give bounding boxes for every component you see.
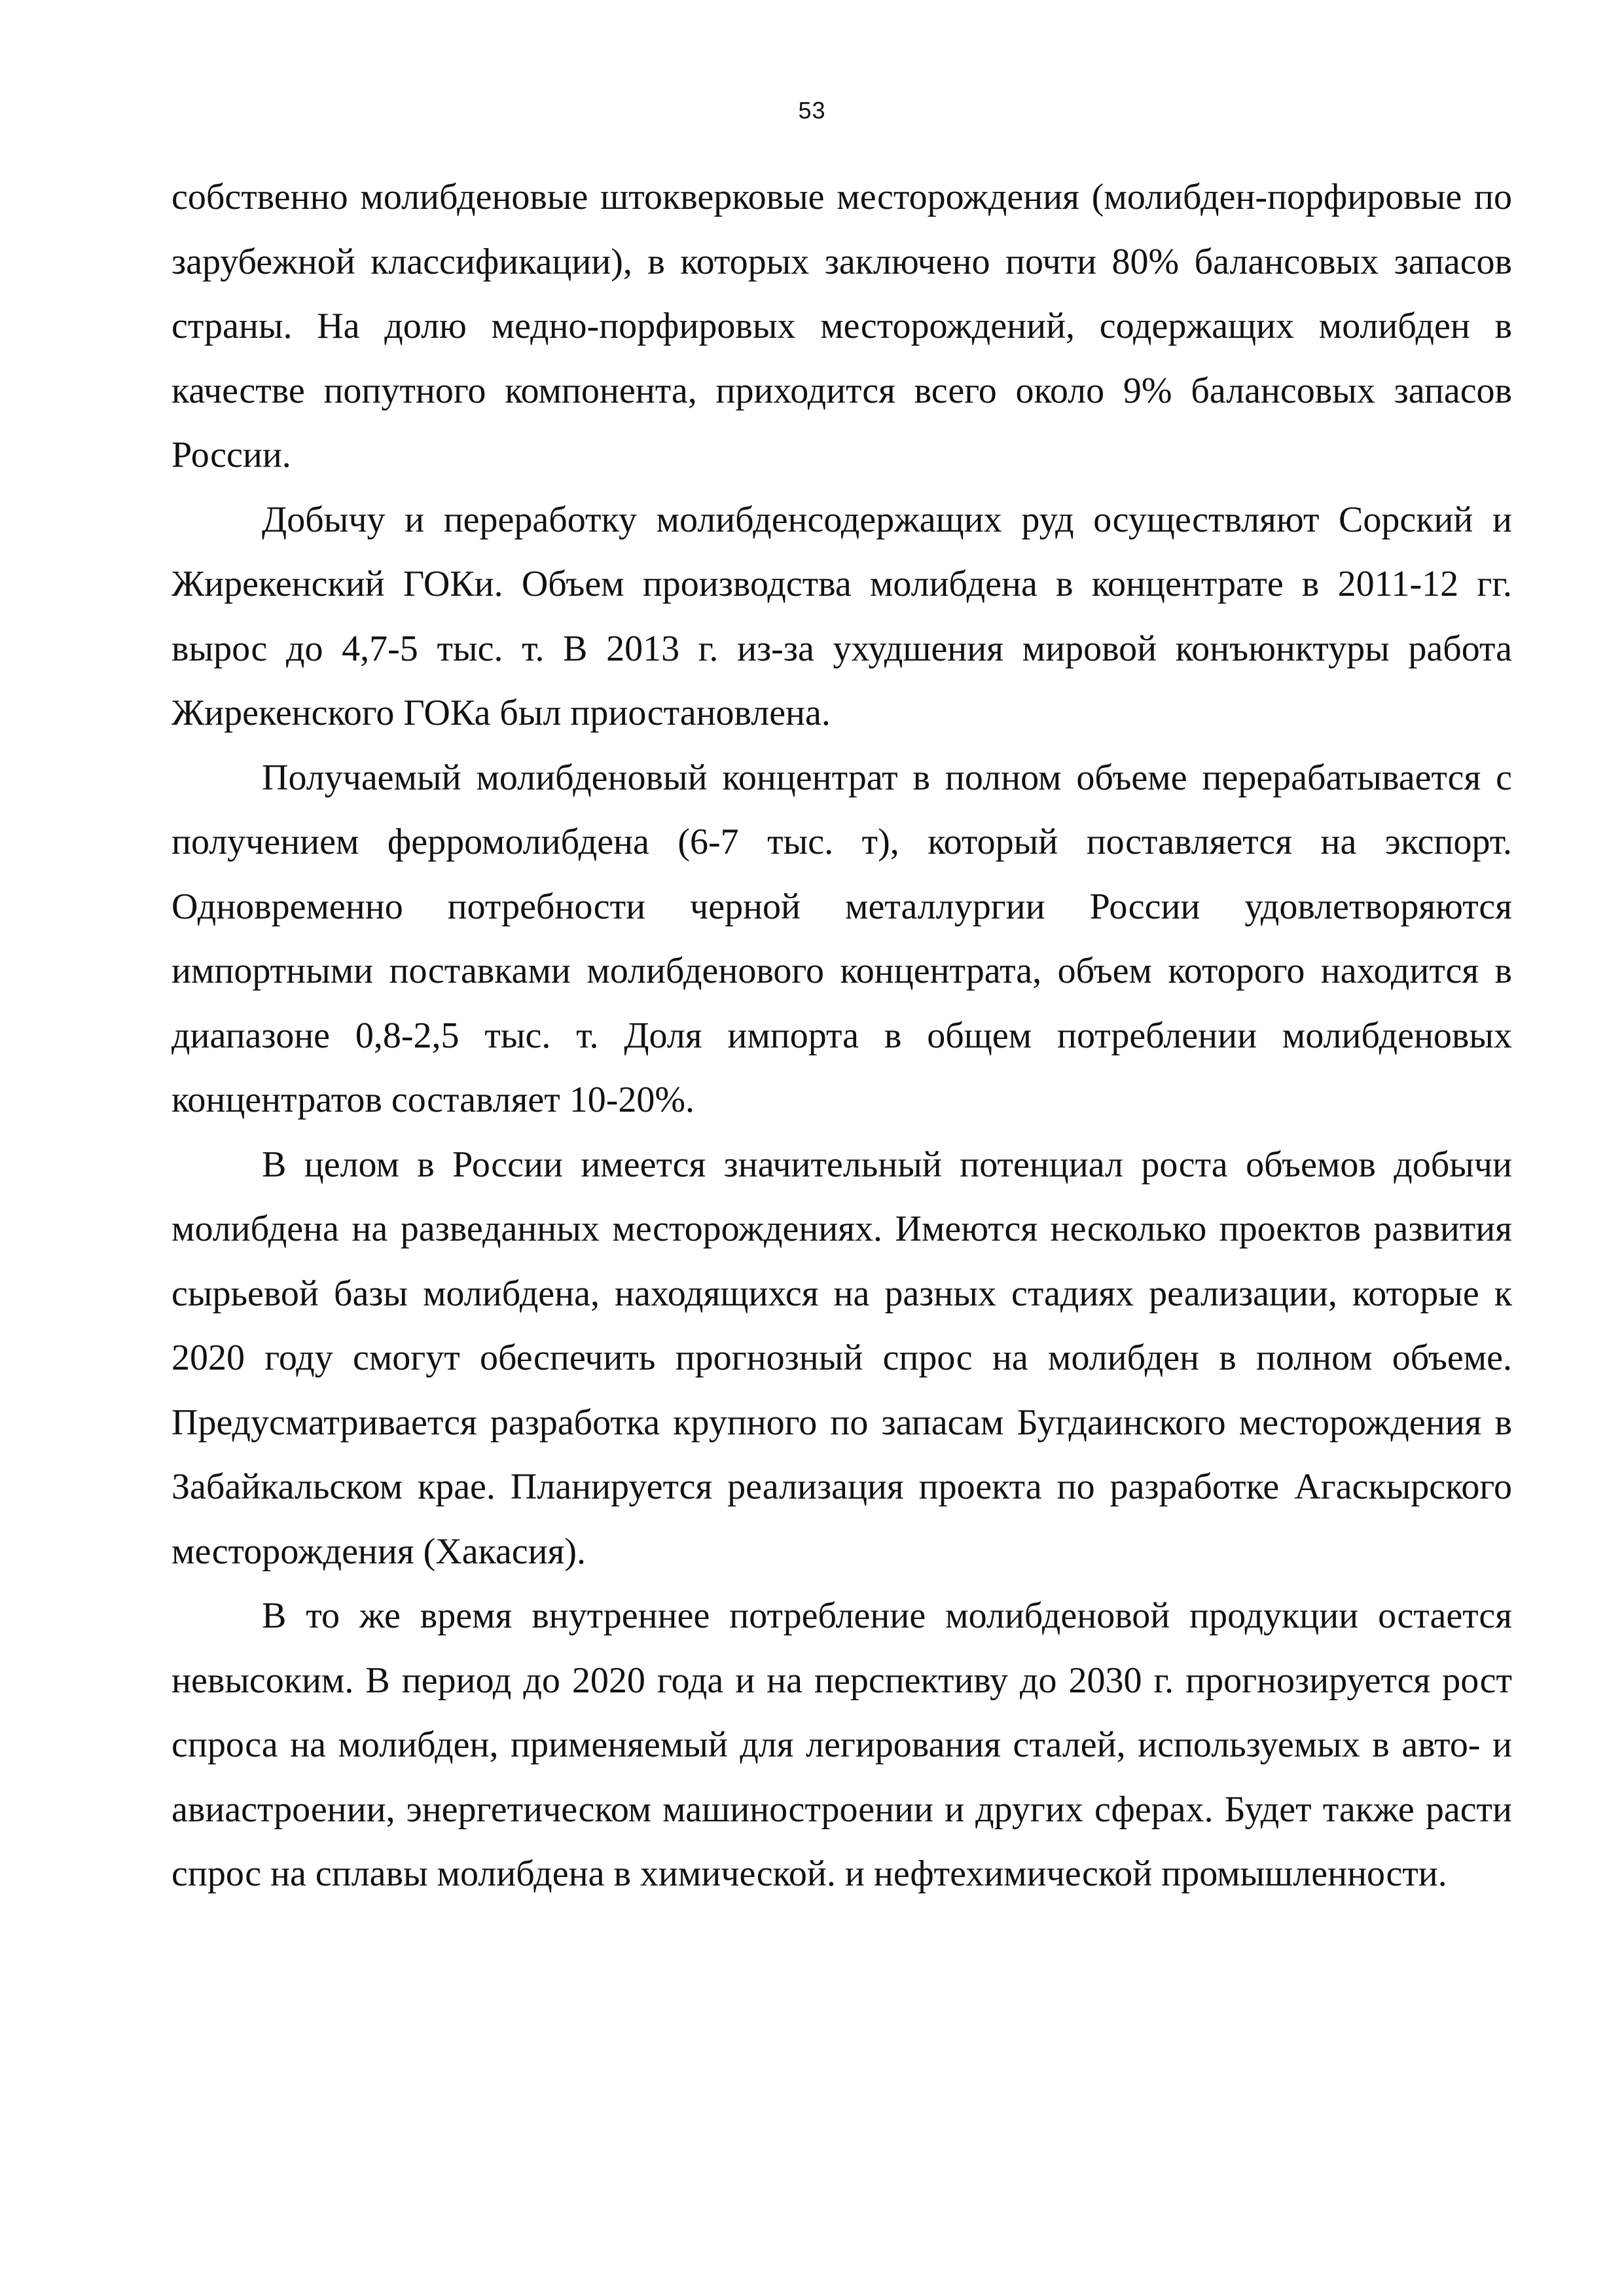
body-text <box>171 165 1512 1906</box>
paragraph-concentrate-processing: Получаемый молибденовый концентрат в полном объеме перерабатывается с получением ферромолибдена (6-7 тыс. т), который поставляется на экспорт. Одновременно потребности черной металлургии России удовлетворяются импортными поставками молибденового концентрата, объем которого находится в диапазоне 0,8-2,5 тыс. т. Доля импорта в общем потреблении молибденовых концентратов составляет 10-20%. <box>171 757 1512 1120</box>
page-number: 53 <box>798 97 826 124</box>
paragraph-growth-potential: В целом в России имеется значительный потенциал роста объемов добычи молибдена на разведанных месторождениях. Имеются несколько проектов развития сырьевой базы молибдена, находящихся на разных стадиях реализации, которые к 2020 году смогут обеспечить прогнозный спрос на молибден в полном объеме. Предусматривается разработка крупного по запасам Бугдаинского месторождения в Забайкальском крае. Планируется реализация проекта по разработке Агаскырского месторождения (Хакасия). <box>171 1144 1512 1572</box>
paragraph-continuation: собственно молибденовые штокверковые месторождения (молибден-порфировые по зарубежной классификации), в которых заключено почти 80% балансовых запасов страны. На долю медно-порфировых месторождений, содержащих молибден в качестве попутного компонента, приходится всего около 9% балансовых запасов России. <box>171 177 1512 475</box>
paragraph-domestic-consumption: В то же время внутреннее потребление молибденовой продукции остается невысоким. В период до 2020 года и на перспективу до 2030 г. прогнозируется рост спроса на молибден, применяемый для легирования сталей, используемых в авто- и авиастроении, энергетическом машиностроении и других сферах. Будет также расти спрос на сплавы молибдена в химической. и нефтехимической промышленности. <box>171 1595 1512 1894</box>
paragraph-mining-production: Добычу и переработку молибденсодержащих руд осуществляют Сорский и Жирекенский ГОКи. Объем производства молибдена в концентрате в 2011-12 гг. вырос до 4,7-5 тыс. т. В 2013 г. из-за ухудшения мировой конъюнктуры работа Жирекенского ГОКа был приостановлена. <box>171 499 1512 733</box>
